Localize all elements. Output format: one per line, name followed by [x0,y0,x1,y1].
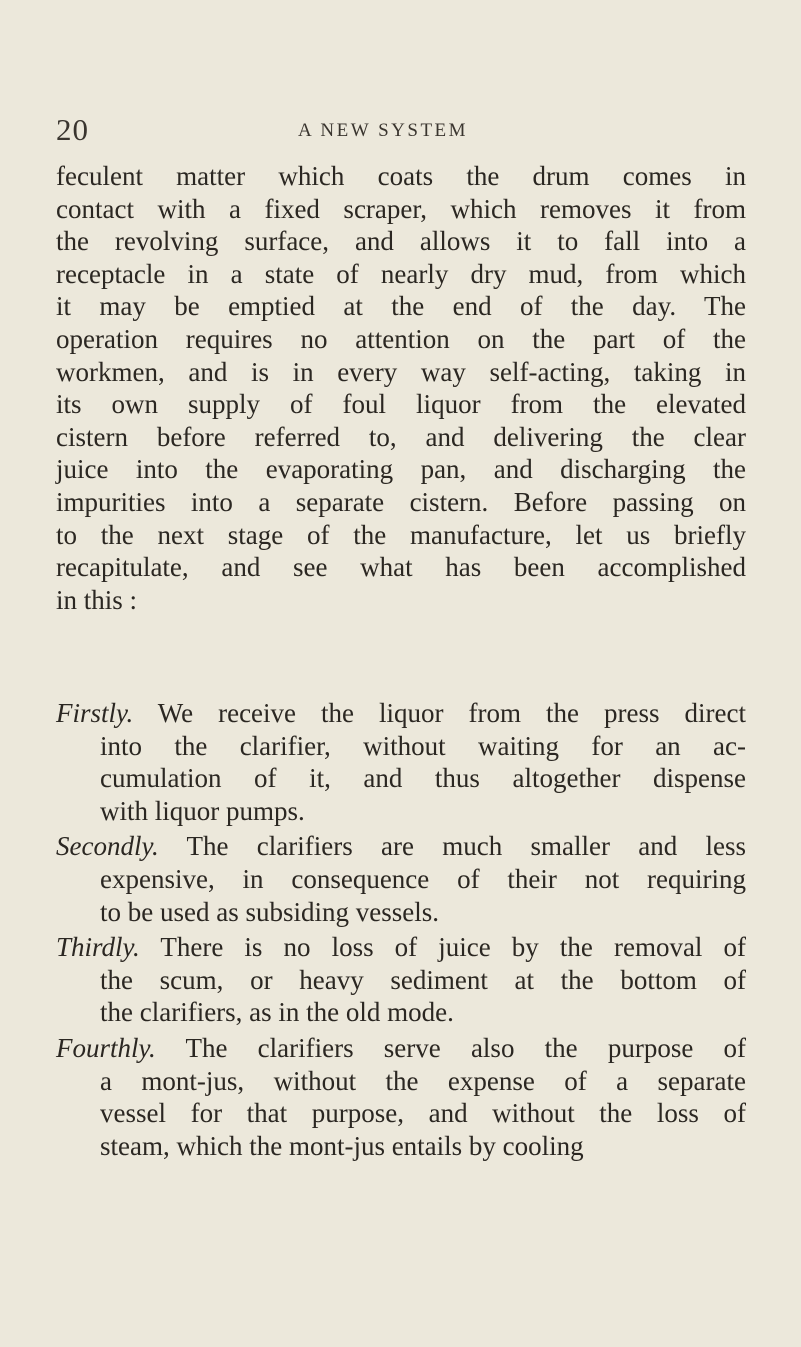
running-title: A NEW SYSTEM [298,120,469,141]
list-item-line: the scum, or heavy sediment at the bottom of [100,964,746,995]
paragraph-line: feculent matter which coats the drum comes in [56,161,746,191]
list-item-first-line [56,830,746,863]
list-item-line: to be used as subsiding vessels. [100,896,439,927]
list-item-line: expensive, in consequence of their not requiring [100,863,746,894]
body-paragraph [56,160,746,616]
list-item-first-line [56,697,746,730]
list-item-line: steam, which the mont-jus entails by cooling [100,1130,584,1161]
list-item-text: There is no loss of juice by the removal of [139,932,746,963]
list-item-lead: Thirdly. [56,932,140,963]
list-item-thirdly [56,931,746,1029]
list-item-line: the clarifiers, as in the old mode. [100,997,454,1028]
paragraph-line: cistern before referred to, and delivering the clear [56,421,746,452]
list-item-text: The clarifiers serve also the purpose of [155,1032,746,1063]
recapitulation-list [56,697,746,1165]
paragraph-line: impurities into a separate cistern. Before passing on [56,486,746,517]
paragraph-line: juice into the evaporating pan, and discharging the [56,454,746,485]
list-item-line: vessel for that purpose, and without the loss of [100,1098,746,1129]
list-item-line: a mont-jus, without the expense of a separate [100,1065,746,1096]
list-item-firstly [56,697,746,827]
paragraph-line: receptacle in a state of nearly dry mud, from which [56,258,746,289]
list-item-lead: Fourthly. [56,1032,156,1063]
list-item-text: The clarifiers are much smaller and less [158,831,746,862]
paragraph-line: the revolving surface, and allows it to fall into a [56,226,746,257]
paragraph-line: contact with a fixed scraper, which removes it from [56,193,746,224]
paragraph-line: it may be emptied at the end of the day. The [56,291,746,322]
paragraph-line: operation requires no attention on the part of the [56,323,746,354]
running-head [0,112,801,152]
list-item-first-line [56,1032,746,1065]
list-item-line: cumulation of it, and thus altogether dispense [100,763,746,794]
paragraph-line: recapitulate, and see what has been accomplished [56,552,746,583]
list-item-lead: Secondly. [56,831,159,862]
paragraph-line: its own supply of foul liquor from the elevated [56,389,746,420]
page-number: 20 [56,112,89,147]
paragraph-line: to the next stage of the manufacture, let us briefly [56,519,746,550]
list-item-line: with liquor pumps. [100,795,305,826]
list-item-line: into the clarifier, without waiting for an ac- [100,730,746,761]
list-item-first-line [56,931,746,964]
list-item-secondly [56,830,746,928]
list-item-fourthly [56,1032,746,1162]
list-item-text: We receive the liquor from the press direct [133,698,746,728]
list-item-lead: Firstly. [56,698,134,728]
paragraph-line: workmen, and is in every way self-acting, taking in [56,356,746,387]
paragraph-line: in this : [56,584,138,615]
